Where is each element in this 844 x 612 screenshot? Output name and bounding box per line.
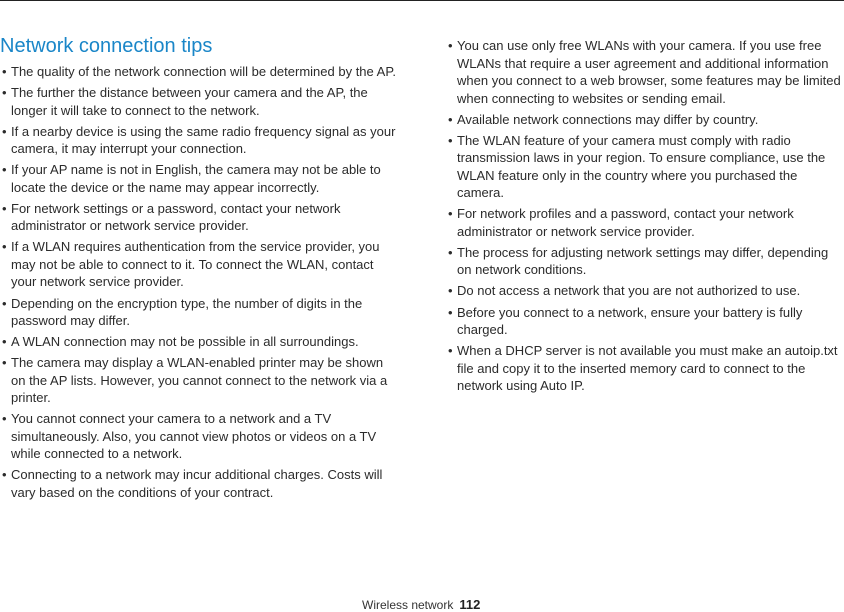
page-footer	[362, 598, 480, 612]
right-tips-list	[446, 37, 844, 395]
tip-item: • Do not access a network that you are not authorized to use.	[446, 282, 844, 300]
tip-item: • The camera may display a WLAN-enabled printer may be shown on the AP lists. However, you cannot connect to the network via a printer.	[0, 354, 400, 407]
tip-item: • For network settings or a password, contact your network administrator or network service provider.	[0, 200, 400, 235]
right-column	[446, 37, 844, 398]
tip-item: • The process for adjusting network settings may differ, depending on network conditions.	[446, 244, 844, 279]
left-tips-list	[0, 63, 400, 505]
tip-item: • A WLAN connection may not be possible in all surroundings.	[0, 333, 400, 351]
page-number: 112	[459, 597, 481, 612]
tip-item: • If a WLAN requires authentication from the service provider, you may not be able to connect to it. To connect the WLAN, contact your network service provider.	[0, 238, 400, 291]
tip-item: • You can use only free WLANs with your camera. If you use free WLANs that require a user agreement and additional information when you connect to a web browser, some features may be limited when connecting to websites or sending email.	[446, 37, 844, 107]
tip-item: • The further the distance between your camera and the AP, the longer it will take to connect to the network.	[0, 84, 400, 119]
tip-item: • Available network connections may differ by country.	[446, 111, 844, 129]
tip-item: • Before you connect to a network, ensure your battery is fully charged.	[446, 304, 844, 339]
top-rule	[0, 0, 844, 1]
tip-item: • If your AP name is not in English, the camera may not be able to locate the device or the name may appear incorrectly.	[0, 161, 400, 196]
tip-item: • For network profiles and a password, contact your network administrator or network service provider.	[446, 205, 844, 240]
section-title: Network connection tips	[0, 35, 213, 57]
tip-item: • The quality of the network connection will be determined by the AP.	[0, 63, 400, 81]
tip-item: • If a nearby device is using the same radio frequency signal as your camera, it may interrupt your connection.	[0, 123, 400, 158]
footer-section-label: Wireless network	[362, 598, 454, 612]
tip-item: • Connecting to a network may incur additional charges. Costs will vary based on the conditions of your contract.	[0, 466, 400, 501]
tip-item: • The WLAN feature of your camera must comply with radio transmission laws in your region. To ensure compliance, use the WLAN feature only in the country where you purchased the camera.	[446, 132, 844, 202]
tip-item: • You cannot connect your camera to a network and a TV simultaneously. Also, you cannot view photos or videos on a TV while connected to a network.	[0, 410, 400, 463]
tip-item: • When a DHCP server is not available you must make an autoip.txt file and copy it to the inserted memory card to connect to the network using Auto IP.	[446, 342, 844, 395]
tip-item: • Depending on the encryption type, the number of digits in the password may differ.	[0, 295, 400, 330]
